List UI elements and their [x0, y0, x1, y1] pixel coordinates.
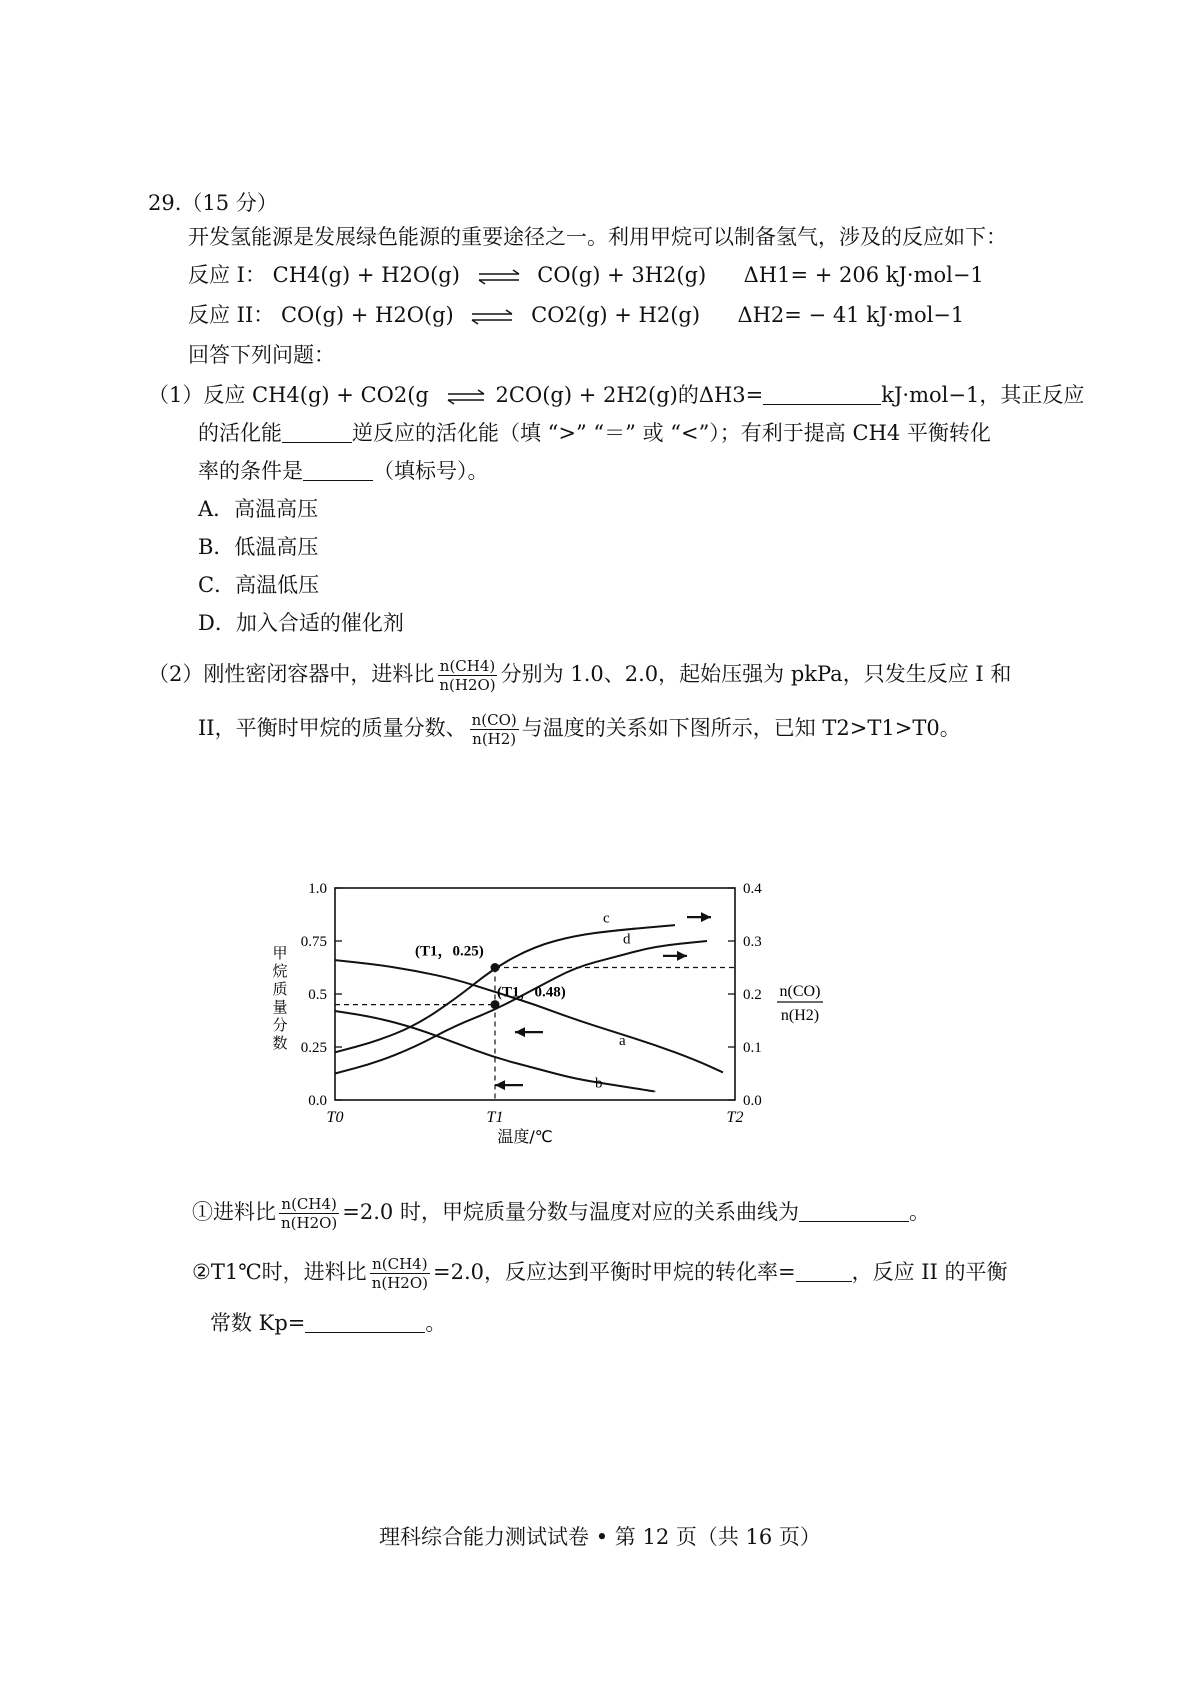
answer-blank-curve[interactable] — [799, 1199, 909, 1222]
sub-question-1 — [192, 1192, 930, 1232]
question-points: （15 分） — [181, 191, 278, 215]
part1-text-c: kJ·mol−1，其正反应 — [881, 383, 1085, 407]
fraction-denominator: n(H2) — [472, 730, 517, 748]
arrow-right-icon-head — [677, 951, 687, 961]
series-line-d — [335, 941, 707, 1074]
right-tick-label: 0.1 — [743, 1040, 762, 1056]
left-tick-label: 0.0 — [308, 1093, 327, 1109]
left-tick-label: 0.25 — [300, 1040, 327, 1056]
reaction-1 — [188, 260, 984, 290]
part2-line1 — [148, 654, 1011, 694]
answer-blank-dh3[interactable] — [763, 382, 881, 405]
arrow-left-icon-head — [515, 1027, 525, 1037]
answer-blank-activation[interactable] — [282, 420, 352, 443]
option-d: D．加入合适的催化剂 — [198, 611, 404, 635]
fraction-numerator: n(CH4) — [439, 657, 496, 675]
part1-line1 — [148, 380, 1084, 410]
series-label-a: a — [619, 1032, 626, 1049]
feed-ratio-fraction — [279, 1195, 339, 1232]
y-left-label-char: 量 — [272, 998, 288, 1016]
answer-blank-conversion[interactable] — [796, 1259, 852, 1282]
arrow-right-icon-head — [701, 912, 711, 922]
question-intro: 开发氢能源是发展绿色能源的重要途径之一。利用甲烷可以制备氢气，涉及的反应如下： — [188, 225, 1007, 249]
sub3-text-b: 。 — [425, 1311, 447, 1335]
page-footer: 理科综合能力测试试卷 • 第 12 页（共 16 页） — [379, 1525, 821, 1549]
fraction-numerator: n(CH4) — [372, 1255, 428, 1273]
series-label-d: d — [623, 931, 631, 948]
option-c: C．高温低压 — [198, 573, 320, 597]
sub1-text-c: 。 — [908, 1200, 930, 1224]
part2-text-d: 与温度的关系如下图所示，已知 T2>T1>T0。 — [521, 716, 961, 740]
sub-question-2 — [192, 1252, 1008, 1292]
feed-ratio-fraction — [437, 657, 497, 694]
x-tick-label: T2 — [726, 1109, 744, 1126]
reaction-1-rhs: CO(g) + 3H2(g) — [537, 263, 707, 287]
reaction-2-lhs: CO(g) + H2O(g) — [280, 303, 454, 327]
fraction-numerator: n(CO) — [471, 711, 517, 729]
fraction-denominator: n(H2O) — [371, 1274, 428, 1292]
equilibrium-arrow-icon — [446, 390, 486, 404]
fraction-numerator: n(CH4) — [281, 1195, 337, 1213]
y-left-label-char: 甲 — [272, 944, 288, 962]
reaction-1-enthalpy: ΔH1= + 206 kJ·mol−1 — [743, 263, 984, 287]
x-tick-label: T1 — [486, 1109, 504, 1126]
y-right-label-den: n(H2) — [780, 1007, 820, 1024]
fraction-denominator: n(H2O) — [439, 676, 496, 694]
arrow-left-icon-head — [495, 1080, 505, 1090]
reaction-2-label: 反应 II： — [188, 303, 275, 327]
point-t1-c — [491, 963, 500, 972]
part1-text-g: （填标号）。 — [373, 459, 489, 483]
left-tick-label: 1.0 — [308, 881, 327, 897]
annotation-t1-025: (T1，0.25) — [415, 943, 484, 960]
reaction-1-lhs: CH4(g) + H2O(g) — [272, 263, 460, 287]
reaction-2-rhs: CO2(g) + H2(g) — [531, 303, 701, 327]
part1-text-f: 率的条件是 — [198, 459, 303, 483]
left-tick-label: 0.75 — [300, 934, 327, 950]
sub-question-2-cont — [210, 1308, 446, 1338]
right-tick-label: 0.2 — [743, 987, 762, 1003]
x-tick-label: T0 — [326, 1109, 344, 1126]
series-label-c: c — [603, 910, 610, 927]
reaction-2 — [188, 300, 964, 330]
right-tick-label: 0.4 — [743, 881, 762, 897]
question-number: 29. — [148, 191, 182, 215]
x-axis-label: 温度/℃ — [497, 1127, 553, 1146]
co-h2-ratio-fraction — [470, 711, 519, 748]
answer-prompt: 回答下列问题： — [188, 343, 335, 367]
reaction-2-enthalpy: ΔH2= − 41 kJ·mol−1 — [737, 303, 965, 327]
answer-blank-condition[interactable] — [303, 458, 373, 481]
sub1-text-a: ①进料比 — [192, 1200, 276, 1224]
sub2-text-c: ，反应 II 的平衡 — [851, 1260, 1008, 1284]
part2-line2 — [198, 708, 961, 748]
part2-label: （2） — [148, 662, 204, 686]
y-left-label-char: 烷 — [272, 962, 288, 980]
option-b: B．低温高压 — [198, 535, 319, 559]
part2-text-a: 刚性密闭容器中，进料比 — [203, 662, 435, 686]
part2-text-c: II，平衡时甲烷的质量分数、 — [198, 716, 467, 740]
part1-line3 — [198, 456, 489, 486]
series-label-b: b — [595, 1075, 603, 1092]
y-left-label-char: 分 — [272, 1016, 288, 1034]
sub2-text-a: ②T1℃时，进料比 — [192, 1260, 367, 1284]
left-tick-label: 0.5 — [308, 987, 327, 1003]
answer-blank-kp[interactable] — [305, 1310, 425, 1333]
right-tick-label: 0.0 — [743, 1093, 762, 1109]
point-t1-a — [491, 1000, 500, 1009]
part1-text-e: 逆反应的活化能（填 “>” “＝” 或 “<”）；有利于提高 CH4 平衡转化 — [352, 421, 991, 445]
sub1-text-b: =2.0 时，甲烷质量分数与温度对应的关系曲线为 — [342, 1200, 799, 1224]
sub3-text-a: 常数 Kp= — [210, 1311, 306, 1335]
sub2-text-b: =2.0，反应达到平衡时甲烷的转化率= — [432, 1260, 796, 1284]
reaction-1-label: 反应 I： — [188, 263, 266, 287]
equilibrium-arrow-icon — [477, 270, 521, 284]
part1-text-b: 2CO(g) + 2H2(g)的ΔH3= — [495, 383, 764, 407]
y-left-label-char: 数 — [272, 1034, 288, 1052]
annotation-t1-048: (T1，0.48) — [497, 984, 566, 1001]
feed-ratio-fraction — [370, 1255, 430, 1292]
part1-text-d: 的活化能 — [198, 421, 282, 445]
y-right-label-num: n(CO) — [779, 983, 821, 1000]
y-left-label-char: 质 — [272, 980, 288, 998]
part2-text-b: 分别为 1.0、2.0，起始压强为 pkPa，只发生反应 I 和 — [500, 662, 1012, 686]
fraction-denominator: n(H2O) — [281, 1214, 338, 1232]
option-a: A．高温高压 — [198, 497, 319, 521]
equilibrium-arrow-icon — [470, 310, 514, 324]
part1-label: （1） — [148, 383, 204, 407]
part1-line2 — [198, 418, 991, 448]
part1-text-a: 反应 CH4(g) + CO2(g — [203, 383, 429, 407]
right-tick-label: 0.3 — [743, 934, 762, 950]
temperature-chart — [272, 860, 850, 1160]
